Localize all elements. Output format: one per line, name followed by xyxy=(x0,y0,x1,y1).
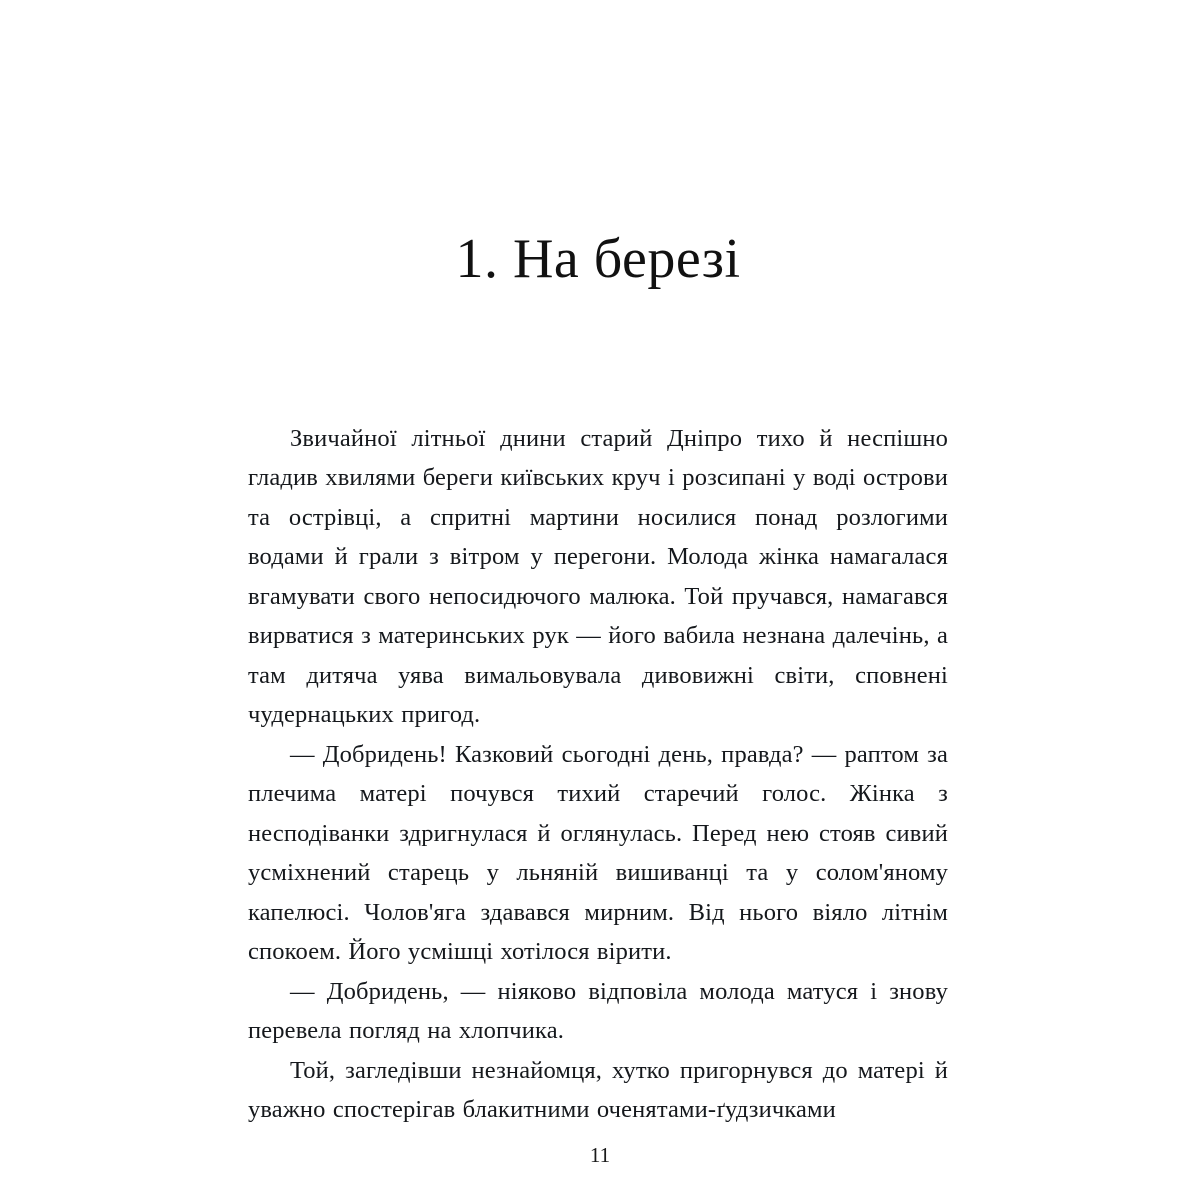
paragraph: Звичайної літньої днини старий Дніпро тихо й неспішно гладив хвилями береги київських круч і розсипані у воді острови та острівці, а спритні мартини носилися понад розлогими водами й грали з вітром у перегони. Молода жінка намагалася вгамувати свого непосидючого малюка. Той пручався, намагався вирватися з материнських рук — його вабила незнана далечінь, а там дитяча уява вимальовувала дивовижні світи, сповнені чудернацьких пригод. xyxy=(248,424,948,729)
page-number: 11 xyxy=(589,1143,611,1167)
paragraph: — Добридень, — ніяково відповіла молода матуся і знову перевела погляд на хлопчика. xyxy=(248,977,948,1045)
chapter-title: 1. На березі xyxy=(455,228,741,290)
paragraph: Той, загледівши незнайомця, хутко пригорнувся до матері й уважно спостерігав блакитними оченятами-ґудзичками xyxy=(248,1056,948,1124)
body-text xyxy=(248,291,948,1130)
paragraph: — Добридень! Казковий сьогодні день, правда? — раптом за плечима матері почувся тихий старечий голос. Жінка з несподіванки здригнулася й оглянулась. Перед нею стояв сивий усміхнений старець у льняній вишиванці та у солом'яному капелюсі. Чолов'яга здавався мирним. Від нього віяло літнім спокоем. Його усмішці хотілося вірити. xyxy=(248,740,948,966)
page-content xyxy=(248,0,948,1130)
